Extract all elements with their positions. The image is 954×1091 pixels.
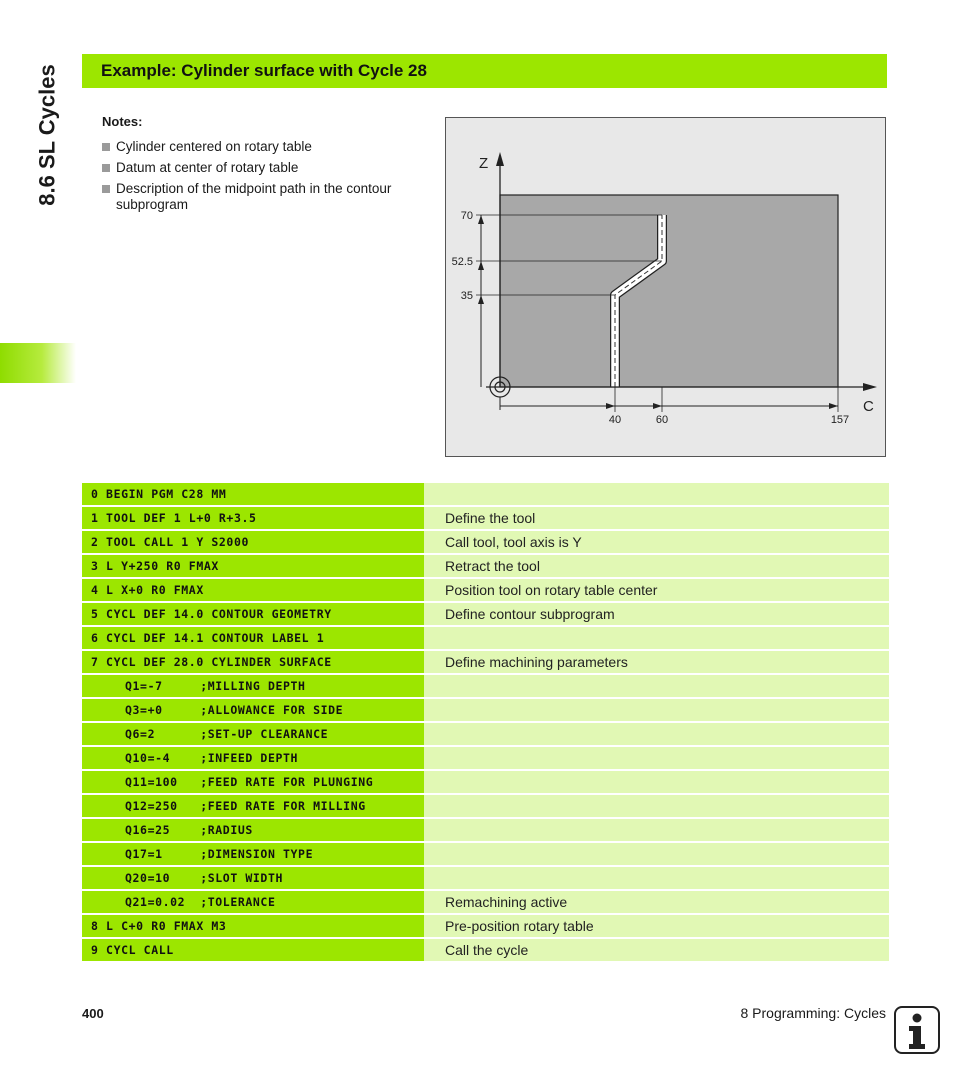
bullet-square-icon: [102, 185, 110, 193]
program-code: 6 CYCL DEF 14.1 CONTOUR LABEL 1: [82, 627, 424, 649]
notes-list-item: Cylinder centered on rotary table: [102, 139, 402, 155]
program-code: 4 L X+0 R0 FMAX: [82, 579, 424, 601]
program-row: [82, 651, 889, 673]
program-description: [424, 627, 889, 649]
program-description: [424, 723, 889, 745]
program-description: Call tool, tool axis is Y: [424, 531, 889, 553]
program-code: Q16=25 ;RADIUS: [82, 819, 424, 841]
program-row: [82, 891, 889, 913]
program-row: [82, 507, 889, 529]
example-header: [82, 54, 887, 88]
program-description: [424, 675, 889, 697]
c-axis-label: C: [863, 398, 874, 415]
program-description: Retract the tool: [424, 555, 889, 577]
z-tick-label: 52.5: [451, 256, 473, 268]
program-row: [82, 675, 889, 697]
chapter-tab-marker: [0, 343, 76, 383]
program-row: [82, 531, 889, 553]
program-code: Q17=1 ;DIMENSION TYPE: [82, 843, 424, 865]
program-code: 8 L C+0 R0 FMAX M3: [82, 915, 424, 937]
dim-arrow-icon: [478, 261, 484, 270]
z-axis-label: Z: [479, 155, 489, 172]
program-row: [82, 915, 889, 937]
c-tick-label: 157: [830, 414, 850, 426]
program-description: Define machining parameters: [424, 651, 889, 673]
program-code: 7 CYCL DEF 28.0 CYLINDER SURFACE: [82, 651, 424, 673]
program-description: [424, 771, 889, 793]
program-description: [424, 867, 889, 889]
program-row: [82, 723, 889, 745]
program-row: [82, 771, 889, 793]
notes-list-item: Description of the midpoint path in the contour subprogram: [102, 181, 402, 213]
program-row: [82, 939, 889, 961]
program-code: Q20=10 ;SLOT WIDTH: [82, 867, 424, 889]
program-row: [82, 819, 889, 841]
side-section-title-text: 8.6 SL Cycles: [34, 64, 60, 206]
info-icon: [893, 1005, 941, 1055]
program-code: Q1=-7 ;MILLING DEPTH: [82, 675, 424, 697]
example-title: Example: Cylinder surface with Cycle 28: [101, 61, 427, 80]
unrolled-surface: [500, 195, 838, 387]
program-description: [424, 699, 889, 721]
program-code: 3 L Y+250 R0 FMAX: [82, 555, 424, 577]
program-row: [82, 627, 889, 649]
z-tick-label: 35: [460, 290, 473, 302]
program-code: Q11=100 ;FEED RATE FOR PLUNGING: [82, 771, 424, 793]
program-code: Q12=250 ;FEED RATE FOR MILLING: [82, 795, 424, 817]
dim-arrow-icon: [478, 215, 484, 224]
program-description: Remachining active: [424, 891, 889, 913]
c-tick-label: 40: [608, 414, 622, 426]
program-description: Define the tool: [424, 507, 889, 529]
program-code: Q6=2 ;SET-UP CLEARANCE: [82, 723, 424, 745]
z-axis-arrow-icon: [496, 152, 504, 166]
program-row: [82, 843, 889, 865]
dim-arrow-icon: [829, 403, 838, 409]
dim-arrow-icon: [606, 403, 615, 409]
program-code: 5 CYCL DEF 14.0 CONTOUR GEOMETRY: [82, 603, 424, 625]
program-row: [82, 867, 889, 889]
program-description: [424, 795, 889, 817]
program-description: [424, 819, 889, 841]
notes-list: [102, 139, 402, 213]
cylinder-surface-diagram: [445, 117, 886, 457]
program-row: [82, 483, 889, 505]
program-listing: [82, 483, 889, 963]
c-tick-label: 60: [655, 414, 669, 426]
program-code: Q3=+0 ;ALLOWANCE FOR SIDE: [82, 699, 424, 721]
chapter-label: 8 Programming: Cycles: [740, 1005, 886, 1021]
side-section-title: [25, 40, 70, 230]
page-number: 400: [82, 1006, 104, 1021]
dim-arrow-icon: [653, 403, 662, 409]
program-row: [82, 579, 889, 601]
program-description: [424, 843, 889, 865]
program-description: Call the cycle: [424, 939, 889, 961]
program-row: [82, 747, 889, 769]
program-code: 2 TOOL CALL 1 Y S2000: [82, 531, 424, 553]
program-row: [82, 603, 889, 625]
program-row: [82, 555, 889, 577]
program-code: 9 CYCL CALL: [82, 939, 424, 961]
bullet-square-icon: [102, 164, 110, 172]
program-description: [424, 483, 889, 505]
z-tick-label: 70: [460, 210, 473, 222]
diagram-svg: [446, 118, 887, 458]
bullet-square-icon: [102, 143, 110, 151]
notes-list-item: Datum at center of rotary table: [102, 160, 402, 176]
program-description: Pre-position rotary table: [424, 915, 889, 937]
c-axis-arrow-icon: [863, 383, 877, 391]
program-code: 0 BEGIN PGM C28 MM: [82, 483, 424, 505]
program-code: 1 TOOL DEF 1 L+0 R+3.5: [82, 507, 424, 529]
program-code: Q21=0.02 ;TOLERANCE: [82, 891, 424, 913]
dim-arrow-icon: [478, 295, 484, 304]
program-description: [424, 747, 889, 769]
program-row: [82, 795, 889, 817]
notes-block: [102, 114, 402, 218]
program-description: Position tool on rotary table center: [424, 579, 889, 601]
notes-title: Notes:: [102, 114, 143, 129]
program-code: Q10=-4 ;INFEED DEPTH: [82, 747, 424, 769]
program-description: Define contour subprogram: [424, 603, 889, 625]
program-row: [82, 699, 889, 721]
